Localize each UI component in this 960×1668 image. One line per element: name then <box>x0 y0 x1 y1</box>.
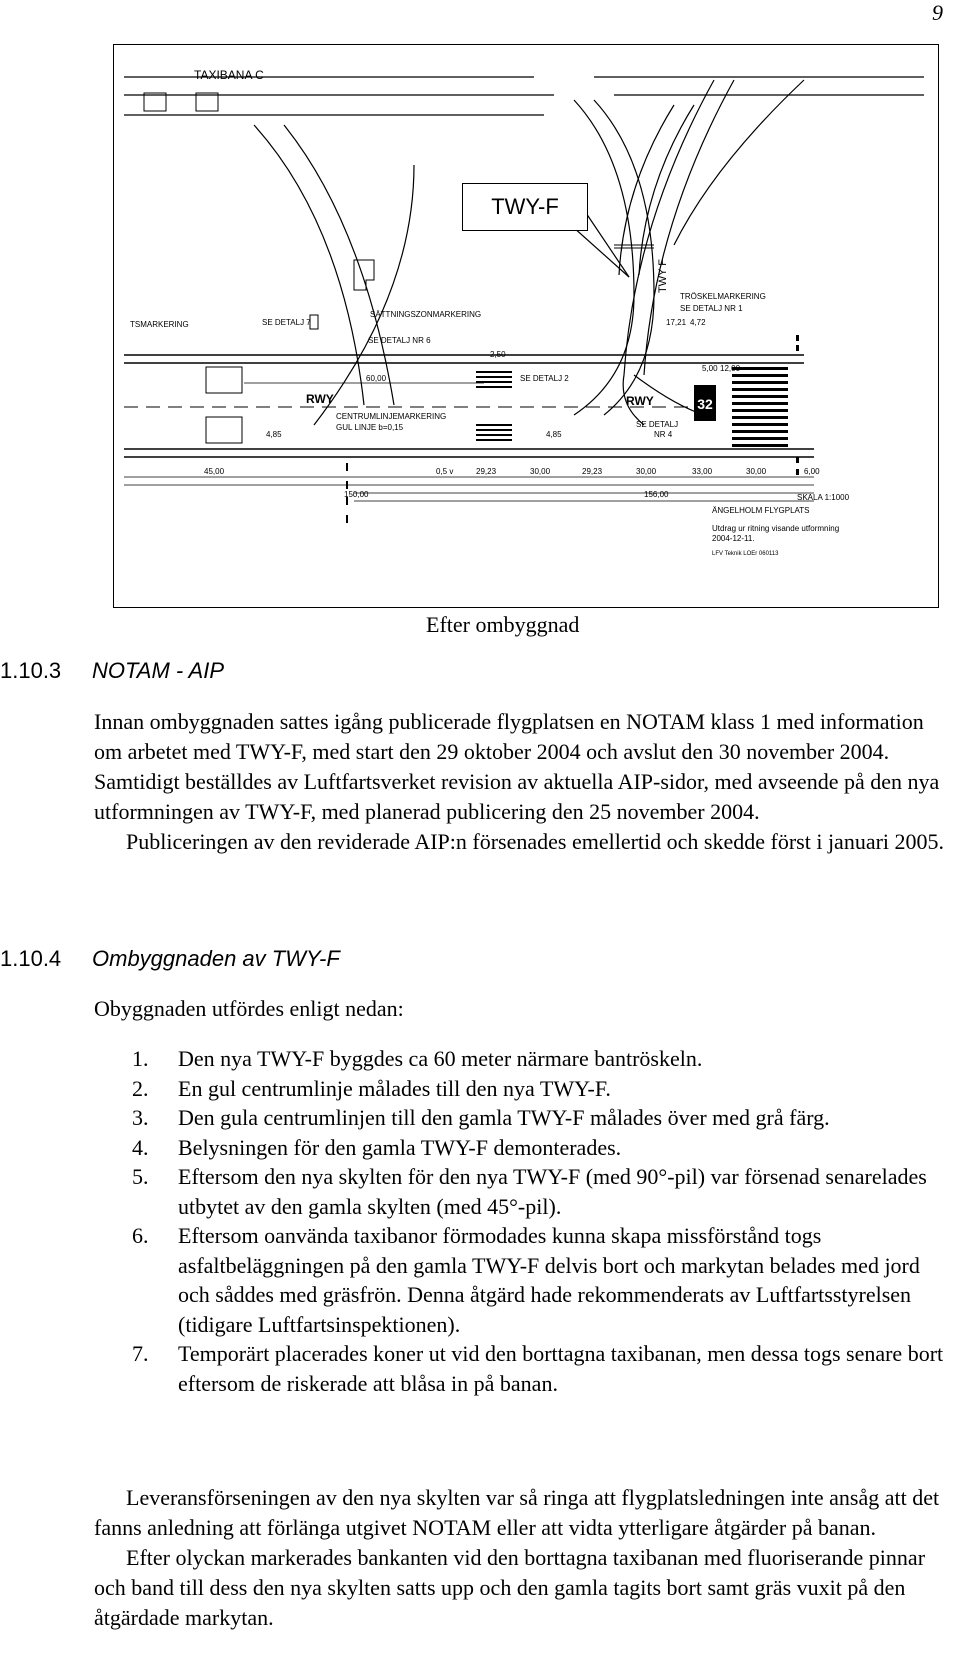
label-taxibana: TAXIBANA C <box>194 68 264 82</box>
section-number: 1.10.4 <box>0 946 62 971</box>
section-title: NOTAM - AIP <box>92 658 224 683</box>
building-outline <box>354 260 374 290</box>
label-rwy-right: RWY <box>626 394 654 408</box>
dim-label: 17,21 <box>666 318 687 327</box>
section-heading-ombyggnad <box>0 946 340 972</box>
label-airport: ÄNGELHOLM FLYGPLATS <box>712 506 810 515</box>
label-utdrag-1: Utdrag ur ritning visande utformning <box>712 524 840 533</box>
dim-label: 0,5 v <box>436 467 454 476</box>
building-outline <box>310 315 318 329</box>
notam-body <box>94 707 954 857</box>
label-skala: SKALA 1:1000 <box>797 493 850 502</box>
dim-label: 30,00 <box>746 467 767 476</box>
paragraph: Publiceringen av den reviderade AIP:n försenades emellertid och skedde först i januari 2005. <box>126 829 945 854</box>
paragraph: Innan ombyggnaden sattes igång publicerade flygplatsen en NOTAM klass 1 med information om arbetet med TWY-F, med start den 29 oktober 2004 och avslut den 30 november 2004. Samtidigt beställdes av Luftfartsverket revision av aktuella AIP-sidor, med avseende på den nya utformningen av TWY-F, med planerad publicering den 25 november 2004. <box>94 709 940 824</box>
runway-number: 32 <box>697 396 713 412</box>
runway-drawing <box>114 45 938 607</box>
list-text: Eftersom den nya skylten för den nya TWY-F (med 90°-pil) var försenad senarelades utbytet av den gamla skylten (med 45°-pil). <box>178 1164 927 1219</box>
list-number: 4. <box>132 1134 149 1160</box>
figure-caption: Efter ombyggnad <box>426 612 580 637</box>
list-item <box>94 1044 954 1074</box>
threshold-bars <box>732 367 788 447</box>
label-tsmarkering: TSMARKERING <box>130 320 189 329</box>
dim-label: 33,00 <box>692 467 713 476</box>
label-centrum-2: GUL LINJE b=0,15 <box>336 423 404 432</box>
dim-label: 12,00 <box>720 364 741 373</box>
taxiway-marker-box <box>196 93 218 111</box>
label-rwy-left: RWY <box>306 392 334 406</box>
list-text: Temporärt placerades koner ut vid den borttagna taxibanan, men dessa togs senare bort eftersom de riskerade att blåsa in på banan. <box>178 1341 944 1396</box>
label-se-detalj-7: SE DETALJ 7 <box>262 318 311 327</box>
list-item <box>94 1133 954 1163</box>
list-text: Eftersom oanvända taxibanor förmodades kunna skapa missförstånd togs asfaltbeläggningen på den gamla TWY-F delvis bort och markytan belades med jord och såddes med gräsfrön. Denna åtgärd hade rekommenderats av Luftfartsstyrelsen (tidigare Luftfartsinspektionen). <box>178 1223 920 1337</box>
list-item <box>94 1339 954 1398</box>
runway-marker-box <box>206 367 242 393</box>
list-item <box>94 1103 954 1133</box>
list-number: 3. <box>132 1105 149 1130</box>
dim-label: 150,00 <box>344 490 369 499</box>
dim-label: 29,23 <box>476 467 497 476</box>
list-text: Den nya TWY-F byggdes ca 60 meter närmare bantröskeln. <box>178 1046 703 1071</box>
label-sattningszon: SÄTTNINGSZONMARKERING <box>370 310 482 319</box>
label-se-detalj-4a: SE DETALJ <box>636 420 679 429</box>
dim-label: 60,00 <box>366 374 387 383</box>
list-text: En gul centrumlinje målades till den nya TWY-F. <box>178 1075 611 1101</box>
dim-label: 6,00 <box>804 467 820 476</box>
section-number: 1.10.3 <box>0 658 62 683</box>
list-item <box>94 1221 954 1339</box>
touchdown-zone-bars <box>476 371 512 441</box>
twy-f-callout: TWY-F <box>462 183 588 231</box>
dim-label: 45,00 <box>204 467 225 476</box>
list-number: 6. <box>132 1223 149 1248</box>
section-title: Ombyggnaden av TWY-F <box>92 946 340 971</box>
runway-marker-box <box>206 417 242 443</box>
list-text: Belysningen för den gamla TWY-F demonterades. <box>178 1134 622 1160</box>
dim-label: 4,72 <box>690 318 706 327</box>
taxiway-c <box>124 77 924 115</box>
dim-label: 30,00 <box>530 467 551 476</box>
dim-label: 156,00 <box>644 490 669 499</box>
paragraph: Leveransförseningen av den nya skylten var så ringa att flygplatsledningen inte ansåg att det fanns anledning att förlänga utgivet NOTAM eller att vidta ytterligare åtgärder på banan. <box>94 1485 940 1540</box>
paragraph: Efter olyckan markerades bankanten vid den borttagna taxibanan med fluoriserande pinnar och band till dess den nya skylten satts upp och den gamla tagits bort samt gräs vuxit på den åtgärdade markytan. <box>94 1545 926 1630</box>
taxiway-marker-box <box>144 93 166 111</box>
dim-label: 5,00 <box>702 364 718 373</box>
dim-label: 2,50 <box>490 350 506 359</box>
steps-list <box>94 1044 954 1398</box>
list-number: 5. <box>132 1164 149 1189</box>
label-lfv: LFV Teknik LOEr 060113 <box>712 551 779 557</box>
label-se-detalj-4b: NR 4 <box>654 430 673 439</box>
list-item <box>94 1162 954 1221</box>
section-heading-notam <box>0 658 224 684</box>
list-number: 7. <box>132 1341 149 1366</box>
label-centrum-1: CENTRUMLINJEMARKERING <box>336 412 447 421</box>
closing-body <box>94 1483 954 1633</box>
dim-label: 4,85 <box>546 430 562 439</box>
runway-drawing-figure <box>113 44 939 608</box>
list-text: Den gula centrumlinjen till den gamla TWY-F målades över med grå färg. <box>178 1105 830 1130</box>
dim-label: 29,23 <box>582 467 603 476</box>
label-se-detalj-6: SE DETALJ NR 6 <box>368 336 431 345</box>
twy-f-crossbar <box>614 245 654 248</box>
label-twy-f: TWY F <box>657 258 669 293</box>
page-number: 9 <box>932 0 943 25</box>
label-utdrag-2: 2004-12-11. <box>712 534 755 543</box>
label-se-detalj-2: SE DETALJ 2 <box>520 374 569 383</box>
list-number: 1. <box>132 1046 149 1071</box>
dim-label: 30,00 <box>636 467 657 476</box>
list-item <box>94 1074 954 1104</box>
label-troskel-2: SE DETALJ NR 1 <box>680 304 743 313</box>
dim-label: 4,85 <box>266 430 282 439</box>
list-number: 2. <box>132 1075 149 1101</box>
section-intro: Obyggnaden utfördes enligt nedan: <box>94 996 404 1021</box>
label-troskel-1: TRÖSKELMARKERING <box>680 292 766 301</box>
